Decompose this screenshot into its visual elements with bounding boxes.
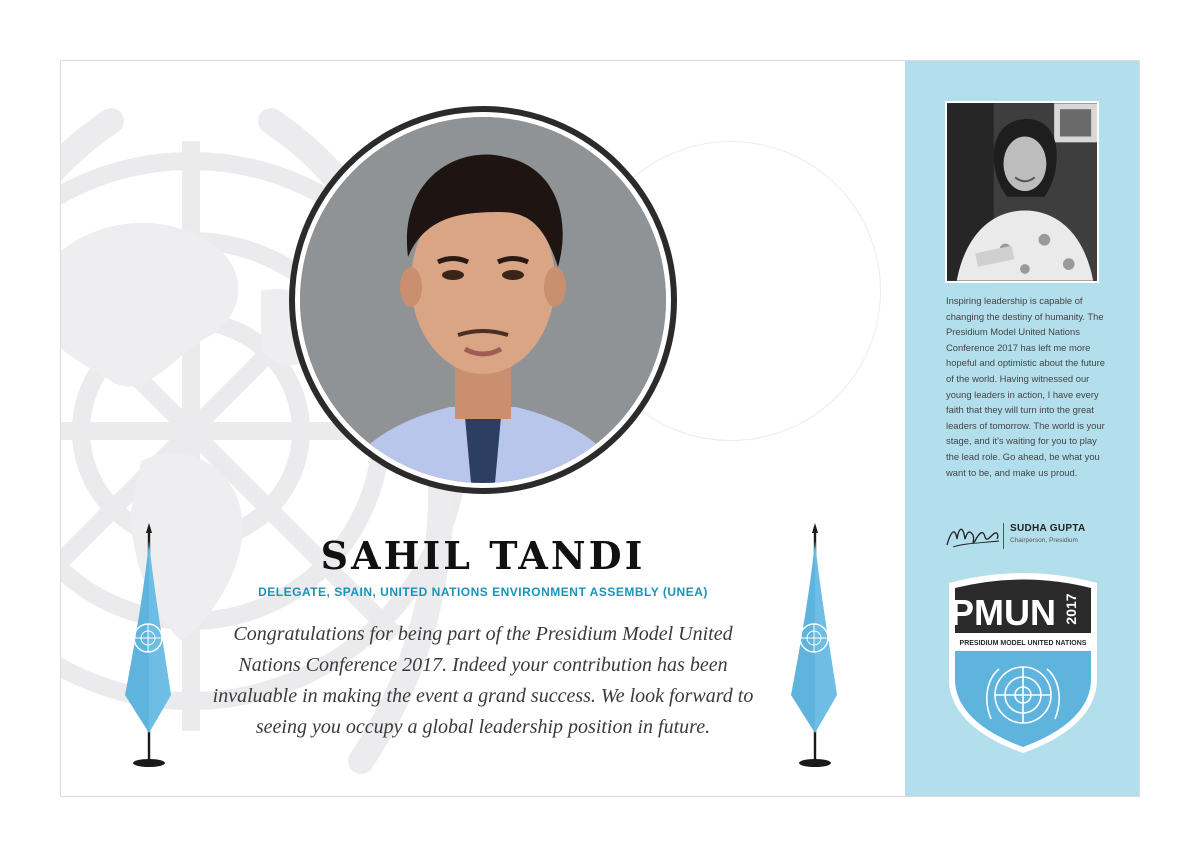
pmun-shield-logo: [943, 569, 1103, 755]
signature-mark: [945, 521, 1001, 551]
chairperson-title: Chairperson, Presidium: [1010, 537, 1078, 544]
logo-year: 2017: [1063, 593, 1079, 625]
delegate-portrait: [300, 117, 666, 483]
delegate-role: DELEGATE, SPAIN, UNITED NATIONS ENVIRONMENT ASSEMBLY (UNEA): [258, 585, 708, 599]
un-flag-icon: [787, 523, 847, 773]
chairperson-name: SUDHA GUPTA: [1010, 523, 1086, 534]
chairperson-message: Inspiring leadership is capable of changing the destiny of humanity. The Presidium Model United Nations Conference 2017 has left me more hopeful and optimistic about the future of the world. Having witnessed our young leaders in action, I have every faith that they will turn into the great leaders of tomorrow. The world is your stage, and it's waiting for you to play the lead role. Go ahead, be what you want to be, and make us proud.: [946, 295, 1105, 478]
delegate-name: SAHIL TANDI: [320, 533, 646, 578]
chairperson-photo: [945, 101, 1099, 283]
signature-divider: [1003, 523, 1004, 549]
certificate: [60, 60, 1140, 797]
logo-tagline: PRESIDIUM MODEL UNITED NATIONS: [959, 640, 1087, 647]
delegate-portrait-frame: [289, 106, 677, 494]
signature-block: [945, 519, 1115, 553]
logo-acronym: PMUN: [950, 592, 1056, 633]
un-flag-icon: [121, 523, 181, 773]
certificate-main: [61, 61, 905, 797]
chairperson-sidebar: [905, 61, 1140, 797]
congratulations-message: Congratulations for being part of the Presidium Model United Nations Conference 2017. Indeed your contribution has been invaluable in making the event a grand success. We look forward to seeing you occupy a global leadership position in future.: [212, 623, 754, 738]
